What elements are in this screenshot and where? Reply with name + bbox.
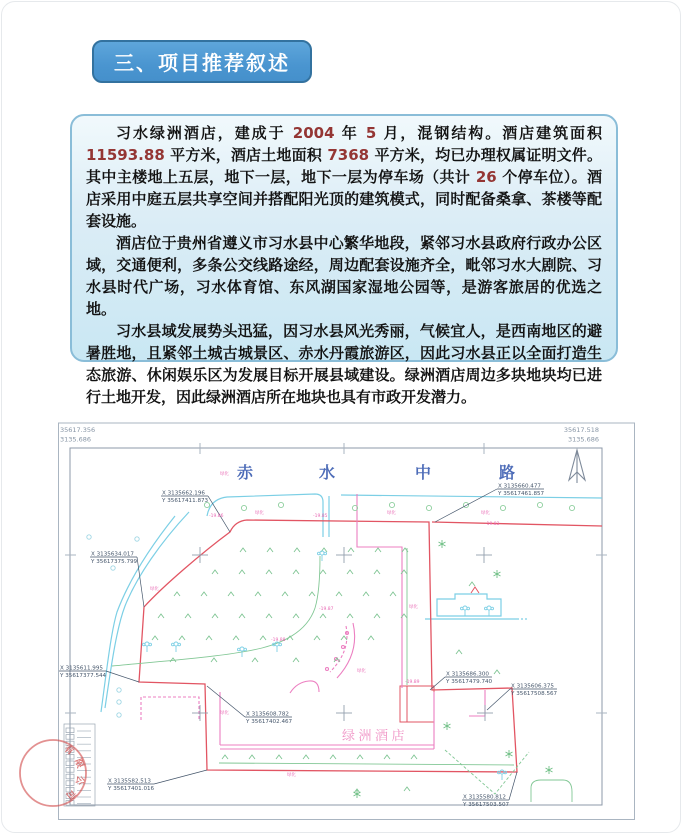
small-circle-icon <box>111 566 115 570</box>
landscape-lines <box>112 548 572 802</box>
tree-mark-icon <box>309 592 315 596</box>
intro-text-box <box>70 114 618 406</box>
plant-icon <box>494 570 501 578</box>
svg-text:中: 中 <box>415 463 432 482</box>
corner-coord-top-left-x: 35617.356 <box>60 426 96 434</box>
tree-mark-icon <box>363 592 369 596</box>
paragraph: 习水县域发展势头迅猛，因习水县风光秀丽，气候宜人，是西南地区的避暑胜地，且紧邻土城古城景区、赤水丹霞旅游区，因此习水县正以全面打造生态旅游、休闲娱乐区为发展目标开展县域建设。绿洲酒店周边多块地块均已进行土地开发，因此绿洲酒店所在地块也具有市政开发潜力。 <box>86 322 602 406</box>
tree-mark-icon <box>293 570 299 574</box>
lamp-icon <box>238 647 247 657</box>
greening-label: 绿化 <box>220 472 229 477</box>
tree-mark-icon <box>390 592 396 596</box>
corner-coord-top-right-y: 3135.686 <box>567 435 599 444</box>
tree-mark-icon <box>212 570 218 574</box>
tree-mark-icon <box>255 592 261 596</box>
tree-mark-icon <box>330 755 336 759</box>
coordinate-callout <box>59 666 139 683</box>
small-circle-icon <box>117 688 121 692</box>
plant-icon <box>439 540 446 548</box>
paragraph: 习水绿洲酒店，建成于 2004 年 5 月，混钢结构。酒店建筑面积 11593.88 平方米，酒店土地面积 7368 平方米，均已办理权属证明文件。其中主楼地上五层，地下一层，地下一层为停车场（共计 26 个停车位）。酒店采用中庭五层共享空间并搭配阳光顶的建筑模式，同时配备桑拿、茶楼等配套设施。 <box>86 124 602 230</box>
callout-y: Y 35617402.467 <box>246 719 293 725</box>
tree-mark-icon <box>384 755 390 759</box>
site-plan-figure <box>57 420 637 822</box>
map-frame <box>59 423 635 820</box>
tree-mark-icon <box>293 614 299 618</box>
tree-mark-icon <box>152 636 158 640</box>
corner-coord-top-left-y: 3135.686 <box>60 435 92 444</box>
tree-mark-icon <box>179 636 185 640</box>
stamp-character: 有 <box>61 744 76 758</box>
tree-mark-icon <box>158 614 164 618</box>
tree-mark-icon <box>374 614 380 618</box>
site-plan-drawing <box>57 420 637 822</box>
tree-mark-icon <box>314 636 320 640</box>
svg-text:水: 水 <box>319 463 336 482</box>
greening-label: 绿化 <box>409 605 418 610</box>
coordinate-callout <box>435 484 545 523</box>
callout-x: X 3135582.513 <box>108 778 151 785</box>
lamp-icon <box>143 642 152 652</box>
coordinate-callout <box>107 770 207 792</box>
small-circle-icon <box>117 700 121 704</box>
corner-coord-top-right-x: 35617.518 <box>563 426 599 434</box>
plant-icon <box>354 790 361 798</box>
hotel-label: 绿洲酒店 <box>342 729 409 744</box>
dimension-label: -19.89 <box>405 680 420 685</box>
street-tree-icon <box>241 505 246 510</box>
callout-x: X 3135580.812 <box>463 794 506 801</box>
dimension-label: -19.86 <box>209 514 224 519</box>
tree-mark-icon <box>228 592 234 596</box>
coordinate-callout <box>462 772 517 808</box>
greening-label: 绿化 <box>150 587 159 592</box>
callout-x: X 3135662.196 <box>162 490 205 497</box>
tree-mark-icon <box>456 650 462 654</box>
tree-mark-icon <box>249 755 255 759</box>
tree-mark-icon <box>185 614 191 618</box>
tree-mark-icon <box>222 755 228 759</box>
small-circle-icon <box>117 713 121 717</box>
coordinate-callout <box>90 552 144 608</box>
plant-icon <box>546 766 553 774</box>
callout-x: X 3135608.782 <box>246 711 289 718</box>
document-page <box>1 1 681 833</box>
tree-mark-icon <box>404 787 410 791</box>
tree-mark-icon <box>174 592 180 596</box>
survey-cross-icon <box>477 705 493 721</box>
lamp-icon <box>172 642 181 652</box>
tree-mark-icon <box>320 614 326 618</box>
tree-mark-icon <box>411 755 417 759</box>
section-title-button <box>92 40 312 83</box>
tree-mark-icon <box>341 636 347 640</box>
svg-text:赤: 赤 <box>237 463 254 482</box>
greening-label: 绿化 <box>255 511 264 516</box>
plant-icon <box>506 750 513 758</box>
tree-mark-icon <box>294 548 300 552</box>
tree-mark-icon <box>266 570 272 574</box>
tree-mark-icon <box>336 592 342 596</box>
tree-mark-icon <box>240 548 246 552</box>
tree-mark-icon <box>252 658 258 662</box>
coordinate-callout <box>487 684 558 711</box>
callout-y: Y 35617401.016 <box>108 786 155 792</box>
company-stamp <box>20 740 86 806</box>
callout-x: X 3135634.017 <box>91 551 134 558</box>
tree-mark-icon <box>212 614 218 618</box>
tree-mark-icon <box>260 636 266 640</box>
lamp-icon <box>485 606 494 616</box>
tree-mark-icon <box>348 548 354 552</box>
tree-mark-icon <box>266 614 272 618</box>
north-arrow-icon <box>569 450 585 483</box>
tree-mark-icon <box>320 570 326 574</box>
section-title: 三、项目推荐叙述 <box>114 51 290 75</box>
tree-mark-icon <box>239 570 245 574</box>
survey-cross-icon <box>336 705 352 721</box>
dimension-label: -19.83 <box>485 522 500 527</box>
stamp-character: 司 <box>63 787 78 801</box>
road-label <box>237 463 515 482</box>
plant-icon <box>444 722 451 730</box>
dimension-label: -19.85 <box>313 514 328 519</box>
svg-text:路: 路 <box>499 463 516 482</box>
tree-mark-icon <box>347 570 353 574</box>
tree-mark-icon <box>267 548 273 552</box>
street-tree-icon <box>278 502 283 507</box>
road-curb-lines <box>101 494 602 712</box>
tree-mark-icon <box>293 658 299 662</box>
tree-mark-icon <box>276 755 282 759</box>
tree-mark-icon <box>211 658 217 662</box>
greening-label: 绿化 <box>387 511 396 516</box>
street-tree-icon <box>569 505 574 510</box>
lamp-icon <box>318 551 327 561</box>
tree-mark-icon <box>494 670 500 674</box>
stamp-character: 公 <box>73 774 86 786</box>
dimension-label: -19.87 <box>319 607 334 612</box>
tree-mark-icon <box>233 636 239 640</box>
greening-label: 绿化 <box>220 711 229 716</box>
tree-mark-icon <box>368 636 374 640</box>
tree-mark-icon <box>239 614 245 618</box>
small-circle-icon <box>135 537 139 541</box>
street-tree-icon <box>389 502 394 507</box>
callout-y: Y 35617461.857 <box>498 491 545 497</box>
tree-mark-icon <box>374 570 380 574</box>
paragraph: 酒店位于贵州省遵义市习水县中心繁华地段，紧邻习水县政府行政办公区域，交通便利，多条公交线路途经，周边配套设施齐全，毗邻习水大剧院、习水县时代广场，习水体育馆、东风湖国家湿地公园等，是游客旅居的优选之地。 <box>86 234 602 318</box>
small-circle-icon <box>87 535 91 539</box>
tree-mark-icon <box>469 582 475 586</box>
callout-y: Y 35617508.567 <box>511 691 558 697</box>
survey-cross-icon <box>476 547 492 563</box>
planning-lines <box>141 494 485 749</box>
greening-label: 绿化 <box>357 669 366 674</box>
callout-y: Y 35617411.873 <box>162 498 209 504</box>
tree-mark-icon <box>282 592 288 596</box>
dimension-label: -19.88 <box>271 638 286 643</box>
callout-y: Y 35617503.507 <box>463 802 510 808</box>
coordinate-callout <box>430 672 493 691</box>
greening-label: 绿化 <box>481 511 490 516</box>
coordinate-callout <box>161 491 230 533</box>
street-tree-icon <box>426 505 431 510</box>
tree-mark-icon <box>357 755 363 759</box>
tree-mark-icon <box>347 614 353 618</box>
greening-label: 绿化 <box>287 773 296 778</box>
callout-x: X 3135660.477 <box>498 483 541 490</box>
street-tree-icon <box>500 505 505 510</box>
callout-y: Y 35617479.740 <box>446 679 493 685</box>
callout-y: Y 35617375.799 <box>91 559 138 565</box>
lamp-icon <box>461 606 470 616</box>
street-tree-icon <box>537 502 542 507</box>
stamp-character: 限 <box>72 757 85 770</box>
tree-mark-icon <box>303 755 309 759</box>
callout-x: X 3135611.995 <box>60 665 103 672</box>
callout-y: Y 35617377.544 <box>60 673 107 679</box>
tree-mark-icon <box>201 592 207 596</box>
callout-x: X 3135606.375 <box>511 683 554 690</box>
callout-x: X 3135686.300 <box>446 671 489 678</box>
tree-mark-icon <box>375 548 381 552</box>
tree-mark-icon <box>206 636 212 640</box>
